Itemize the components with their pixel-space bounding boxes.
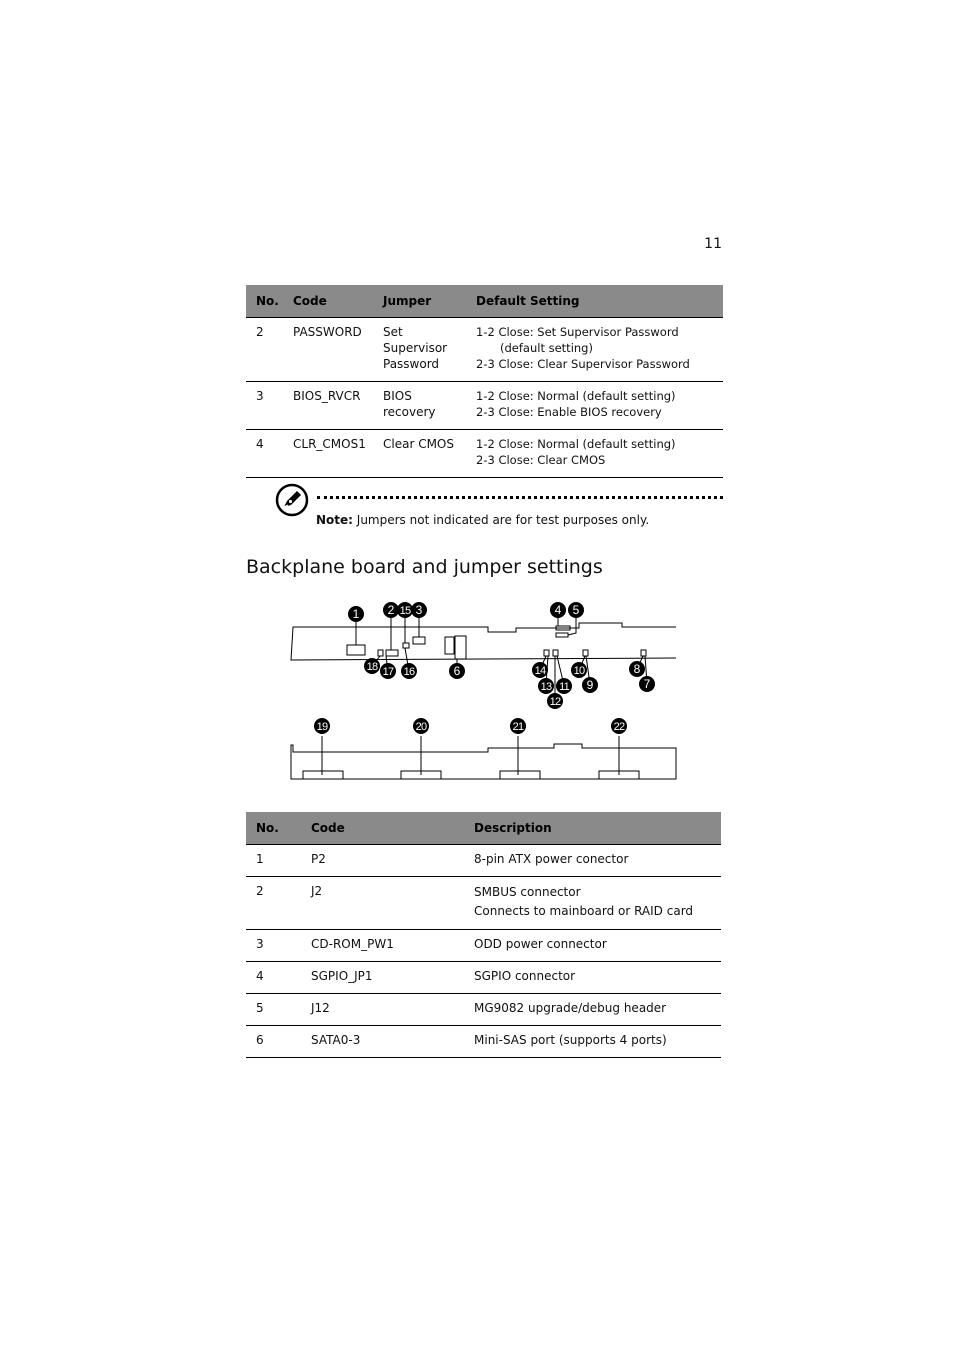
- table-row: [246, 1026, 721, 1058]
- callout-marker: [380, 663, 396, 679]
- column-header: No.: [246, 812, 301, 845]
- callout-number: 3: [415, 603, 423, 618]
- table-row: [246, 877, 721, 930]
- callout-number: 11: [559, 681, 569, 694]
- table-header-row: [246, 812, 721, 845]
- callout-marker: [550, 602, 566, 618]
- callout-marker: [413, 718, 429, 734]
- cell-code: PASSWORD: [283, 318, 373, 382]
- callout-marker: [611, 718, 627, 734]
- cell-no: 1: [246, 845, 301, 877]
- cell-line: SMBUS connector: [474, 885, 581, 899]
- callout-number: 14: [534, 665, 546, 678]
- page-number: 11: [704, 236, 722, 252]
- cell-no: 4: [246, 962, 301, 994]
- cell-code: BIOS_RVCR: [283, 382, 373, 430]
- callout-number: 7: [643, 677, 651, 692]
- callout-number: 21: [512, 721, 524, 734]
- cell-line: MG9082 upgrade/debug header: [474, 1001, 667, 1015]
- cell-line: (default setting): [500, 341, 593, 355]
- callout-number: 13: [540, 681, 552, 694]
- callout-number: 16: [403, 666, 415, 679]
- table-row: [246, 845, 721, 877]
- cell-desc: [464, 1026, 721, 1058]
- callout-number: 17: [382, 666, 394, 679]
- cell-desc: [464, 930, 721, 962]
- cell-no: 2: [246, 877, 301, 930]
- cell-no: 3: [246, 930, 301, 962]
- cell-line: 2-3 Close: Clear Supervisor Password: [476, 357, 690, 371]
- callout-marker: [639, 676, 655, 692]
- column-header: Code: [283, 285, 373, 318]
- callout-number: 18: [366, 661, 378, 674]
- cell-line: 8-pin ATX power conector: [474, 852, 629, 866]
- callout-marker: [449, 663, 465, 679]
- callout-marker: [411, 602, 427, 618]
- cell-line: Set: [383, 325, 403, 339]
- callout-marker: [629, 661, 645, 677]
- backplane-components-table: [246, 812, 721, 1058]
- callout-number: 1: [352, 607, 360, 622]
- column-header: No.: [246, 285, 283, 318]
- column-header: Code: [301, 812, 464, 845]
- table-row: [246, 930, 721, 962]
- table-row: [246, 994, 721, 1026]
- callout-marker: [401, 663, 417, 679]
- cell-line: SGPIO connector: [474, 969, 576, 983]
- callout-marker: [568, 602, 584, 618]
- callout-number: 19: [316, 721, 328, 734]
- callout-marker: [547, 693, 563, 709]
- callout-marker: [510, 718, 526, 734]
- callout-number: 6: [453, 664, 461, 679]
- section-title: Backplane board and jumper settings: [246, 556, 603, 578]
- cell-no: 5: [246, 994, 301, 1026]
- cell-line: Connects to mainboard or RAID card: [474, 904, 694, 918]
- cell-code: J12: [301, 994, 464, 1026]
- cell-line: 1-2 Close: Normal (default setting): [476, 389, 676, 403]
- cell-line: BIOS: [383, 389, 412, 403]
- callout-marker: [397, 602, 413, 618]
- cell-no: 2: [246, 318, 283, 382]
- cell-code: SGPIO_JP1: [301, 962, 464, 994]
- cell-line: Mini-SAS port (supports 4 ports): [474, 1033, 667, 1047]
- cell-line: Password: [383, 357, 440, 371]
- cell-line: 1-2 Close: Set Supervisor Password: [476, 325, 679, 339]
- callout-number: 9: [586, 678, 594, 693]
- cell-desc: [464, 845, 721, 877]
- callout-marker: [571, 662, 587, 678]
- cell-no: 3: [246, 382, 283, 430]
- cell-line: ODD power connector: [474, 937, 607, 951]
- callout-marker: [348, 606, 364, 622]
- callout-marker: [582, 677, 598, 693]
- cell-code: CD-ROM_PW1: [301, 930, 464, 962]
- cell-line: Supervisor: [383, 341, 448, 355]
- cell-desc: [464, 877, 721, 930]
- cell-code: J2: [301, 877, 464, 930]
- cell-code: P2: [301, 845, 464, 877]
- callout-number: 12: [549, 696, 561, 709]
- callout-marker: [532, 662, 548, 678]
- cell-code: SATA0-3: [301, 1026, 464, 1058]
- callout-number: 15: [399, 605, 411, 618]
- note-label: Note:: [316, 513, 353, 527]
- column-header: Jumper: [373, 285, 466, 318]
- cell-no: 6: [246, 1026, 301, 1058]
- cell-code: CLR_CMOS1: [283, 430, 373, 478]
- callout-number: 8: [633, 662, 641, 677]
- table-row: [246, 962, 721, 994]
- callout-number: 10: [573, 665, 585, 678]
- column-header: Description: [464, 812, 721, 845]
- callout-marker: [364, 658, 380, 674]
- callout-marker: [556, 678, 572, 694]
- note-body: Jumpers not indicated are for test purposes only.: [352, 513, 650, 527]
- callout-number: 5: [572, 603, 580, 618]
- callout-marker: [314, 718, 330, 734]
- callout-number: 20: [415, 721, 427, 734]
- cell-desc: [464, 994, 721, 1026]
- callout-number: 2: [387, 603, 395, 618]
- callout-number: 4: [554, 603, 562, 618]
- column-header: Default Setting: [466, 285, 723, 318]
- cell-line: 1-2 Close: Normal (default setting): [476, 437, 676, 451]
- cell-desc: [464, 962, 721, 994]
- callout-marker: [538, 678, 554, 694]
- cell-no: 4: [246, 430, 283, 478]
- cell-line: Clear CMOS: [383, 437, 454, 451]
- callout-marker: [383, 602, 399, 618]
- cell-line: 2-3 Close: Enable BIOS recovery: [476, 405, 662, 419]
- cell-line: 2-3 Close: Clear CMOS: [476, 453, 606, 467]
- cell-line: recovery: [383, 405, 436, 419]
- callout-number: 22: [613, 721, 625, 734]
